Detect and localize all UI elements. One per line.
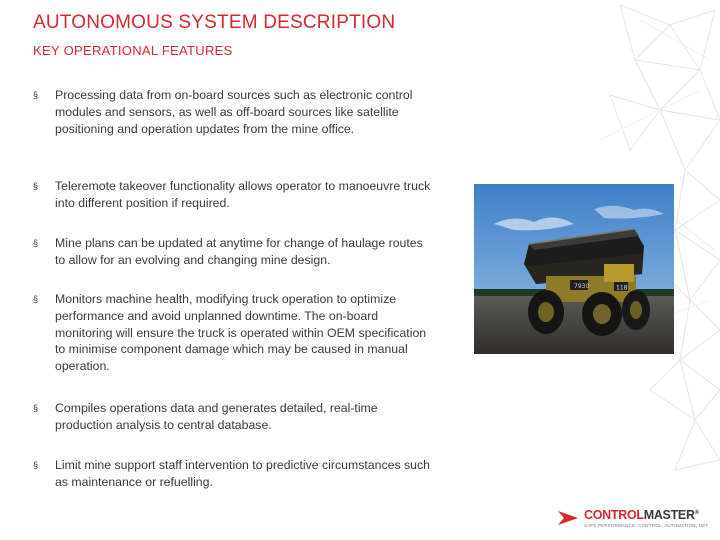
haul-truck-photo (474, 184, 674, 354)
slide-title: AUTONOMOUS SYSTEM DESCRIPTION (33, 12, 396, 33)
list-item-text: Limit mine support staff intervention to predictive circumstances such as maintenance or refuelling. (55, 458, 430, 489)
bullet-icon: § (33, 90, 39, 100)
list-item (33, 457, 433, 491)
logo-wordmark: CONTROLMASTER® (584, 508, 699, 522)
bullet-icon: § (33, 403, 39, 413)
list-item (33, 178, 433, 212)
truck-number-front: 7930 (574, 283, 590, 290)
bullet-icon: § (33, 181, 39, 191)
list-item-text: Monitors machine health, modifying truck operation to optimize performance and avoid unplanned downtime. The on-board monitoring will ensure the truck is operated within OEM specification to minimise component damage which may be caused in manual operation. (55, 292, 427, 374)
logo-tagline: SAFE PERFORMANCE, CONTROL, AUTOMATION, NET (584, 523, 709, 528)
list-item-text: Processing data from on-board sources such as electronic control modules and sensors, as well as off-board sources like satellite positioning and operation updates from the mine office. (55, 88, 413, 136)
controlmaster-logo (556, 508, 709, 532)
list-item (33, 87, 433, 137)
list-item-text: Teleremote takeover functionality allows operator to manoeuvre truck into different position if required. (55, 179, 431, 210)
haul-truck-image (474, 184, 674, 354)
slide-subtitle: KEY OPERATIONAL FEATURES (33, 43, 233, 58)
bullet-icon: § (33, 238, 39, 248)
truck-number-side: 118 (616, 284, 628, 292)
list-item (33, 291, 433, 375)
bullet-icon: § (33, 294, 39, 304)
list-item (33, 400, 433, 434)
list-item-text: Compiles operations data and generates detailed, real-time production analysis to central database. (55, 401, 378, 432)
list-item (33, 235, 433, 269)
bullet-icon: § (33, 460, 39, 470)
list-item-text: Mine plans can be updated at anytime for change of haulage routes to allow for an evolving and changing mine design. (55, 236, 423, 267)
controlmaster-mark-icon (556, 509, 580, 527)
